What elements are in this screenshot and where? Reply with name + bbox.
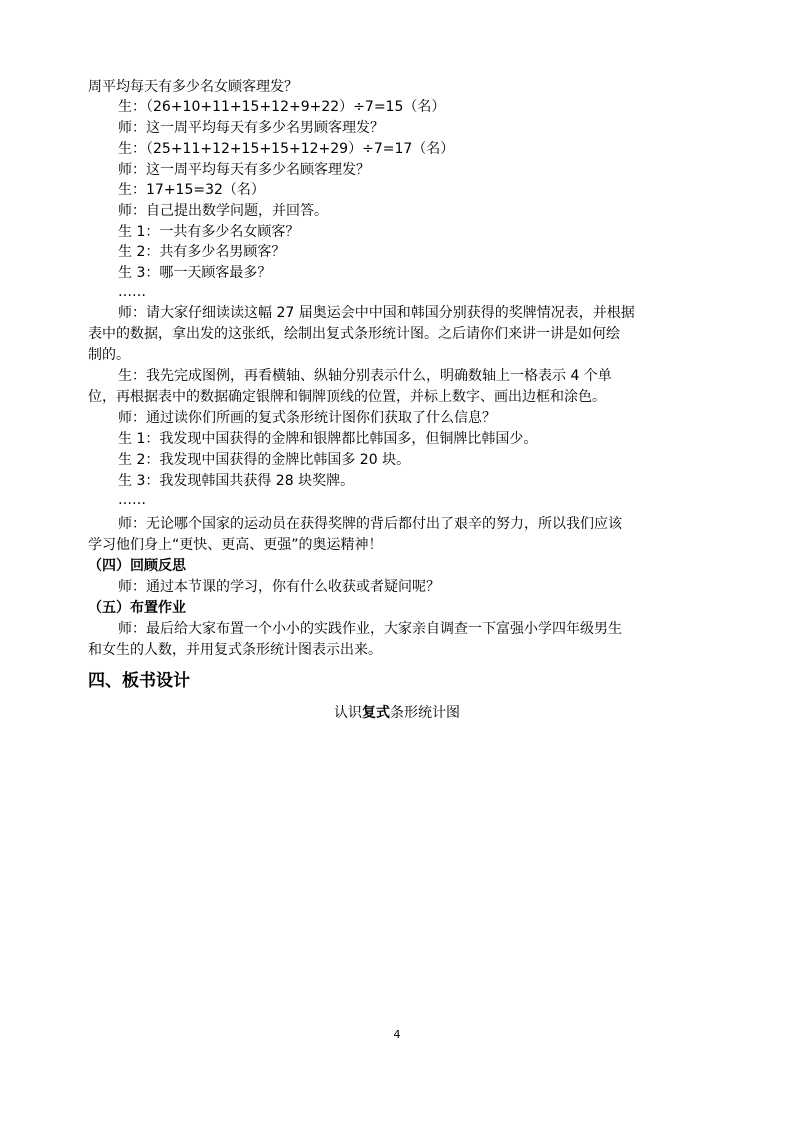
board-title-part: 条形统计图 <box>390 705 460 721</box>
text-line: 师：最后给大家布置一个小小的实践作业，大家亲自调查一下富强小学四年级男生 <box>118 621 622 637</box>
board-title-part: 认识 <box>334 705 362 721</box>
text-line: 师：无论哪个国家的运动员在获得奖牌的背后都付出了艰辛的努力，所以我们应该 <box>118 516 622 532</box>
text-line: 生：17+15=32（名） <box>118 182 265 198</box>
text-line: 师：通过本节课的学习，你有什么收获或者疑问呢？ <box>118 579 440 595</box>
text-line: 师：这一周平均每天有多少名顾客理发？ <box>118 162 370 178</box>
text-line: 位，再根据表中的数据确定银牌和铜牌顶线的位置，并标上数字、画出边框和涂色。 <box>88 389 606 405</box>
text-line: 周平均每天有多少名女顾客理发？ <box>88 79 298 95</box>
text-line: 学习他们身上“更快、更高、更强”的奥运精神！ <box>88 537 383 553</box>
text-line: 师：这一周平均每天有多少名男顾客理发？ <box>118 120 384 136</box>
text-line: 表中的数据，拿出发的这张纸，绘制出复式条形统计图。之后请你们来讲一讲是如何绘 <box>88 326 620 342</box>
text-line: 生：我先完成图例，再看横轴、纵轴分别表示什么，明确数轴上一格表示 4 个单 <box>118 368 612 384</box>
text-line: 生 3：哪一天顾客最多？ <box>118 265 272 281</box>
ellipsis: …… <box>118 492 146 508</box>
text-line: 生 1：我发现中国获得的金牌和银牌都比韩国多，但铜牌比韩国少。 <box>118 431 538 447</box>
text-line: 生 2：共有多少名男顾客？ <box>118 244 286 260</box>
text-line: 生：（25+11+12+15+15+12+29）÷7=17（名） <box>118 141 455 157</box>
text-line: 生 3：我发现韩国共获得 28 块奖牌。 <box>118 473 355 489</box>
section-heading: （四）回顾反思 <box>88 558 186 574</box>
section-heading: （五）布置作业 <box>88 600 186 616</box>
board-design-title <box>0 703 794 723</box>
page-number: 4 <box>393 1028 401 1041</box>
chapter-heading: 四、板书设计 <box>88 671 190 691</box>
text-line: 师：自己提出数学问题，并回答。 <box>118 203 328 219</box>
text-line: 制的。 <box>88 347 130 363</box>
ellipsis: …… <box>118 284 146 300</box>
text-line: 生 2：我发现中国获得的金牌比韩国多 20 块。 <box>118 452 411 468</box>
text-line: 生 1：一共有多少名女顾客？ <box>118 224 300 240</box>
text-line: 师：通过读你们所画的复式条形统计图你们获取了什么信息？ <box>118 410 496 426</box>
board-title-emphasis: 复式 <box>362 705 390 721</box>
text-line: 师：请大家仔细读读这幅 27 届奥运会中中国和韩国分别获得的奖牌情况表，并根据 <box>118 305 635 321</box>
text-line: 和女生的人数，并用复式条形统计图表示出来。 <box>88 642 382 658</box>
text-line: 生：（26+10+11+15+12+9+22）÷7=15（名） <box>118 99 446 115</box>
